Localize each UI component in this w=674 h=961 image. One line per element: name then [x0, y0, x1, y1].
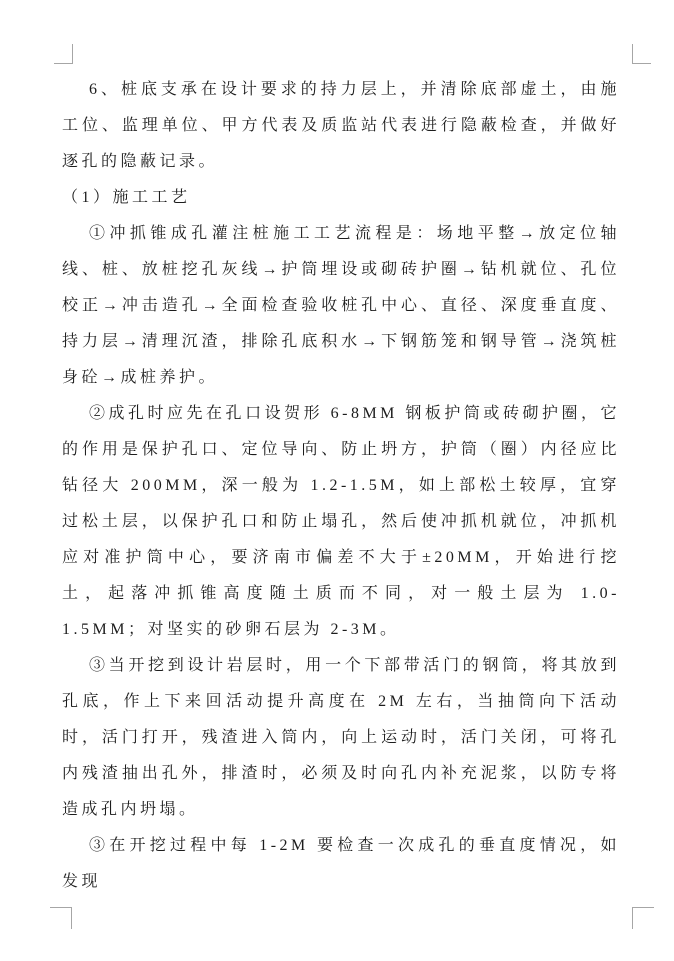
crop-mark-bottom-left	[50, 907, 72, 929]
paragraph-item-6: 6、桩底支承在设计要求的持力层上，并清除底部虚土，由施工位、监理单位、甲方代表及质监站代表进行隐蔽检查，并做好逐孔的隐蔽记录。	[62, 81, 620, 170]
paragraph-step-3-verticality-check: ③在开挖过程中每 1-2M 要检查一次成孔的垂直度情况，如发现	[62, 837, 620, 890]
paragraph-step-3-steel-tube: ③当开挖到设计岩层时，用一个下部带活门的钢筒，将其放到孔底，作上下来回活动提升高度在 2M 左右，当抽筒向下活动时，活门打开，残渣进入筒内，向上运动时，活门关闭，可将孔内残渣抽出孔外，排渣时，必须及时向孔内补充泥浆，以防专将造成孔内坍塌。	[62, 657, 620, 818]
paragraph-step-1-process-flow: ①冲抓锥成孔灌注桩施工工艺流程是：场地平整→放定位轴线、桩、放桩挖孔灰线→护筒埋设或砌砖护圈→钻机就位、孔位校正→冲击造孔→全面检查验收桩孔中心、直径、深度垂直度、持力层→清理沉渣，排除孔底积水→下钢筋笼和钢导管→浇筑桩身砼→成桩养护。	[62, 225, 620, 386]
paragraph-step-2-casing: ②成孔时应先在孔口设贺形 6-8MM 钢板护筒或砖砌护圈，它的作用是保护孔口、定位导向、防止坍方，护筒（圈）内径应比钻径大 200MM，深一般为 1.2-1.5M，如上部松土较厚，宜穿过松土层，以保护孔口和防止塌孔，然后使冲抓机就位，冲抓机应对准护筒中心，要济南市偏差不大于±20MM，开始进行挖土，起落冲抓锥高度随土质而不同，对一般土层为 1.0-1.5MM；对坚实的砂卵石层为 2-3M。	[62, 405, 620, 638]
crop-mark-bottom-right	[632, 907, 654, 929]
crop-mark-top-left	[54, 44, 73, 64]
crop-mark-top-right	[632, 44, 651, 64]
paragraph-heading-construction-process: （1）施工工艺	[62, 189, 191, 206]
document-body	[62, 72, 620, 900]
